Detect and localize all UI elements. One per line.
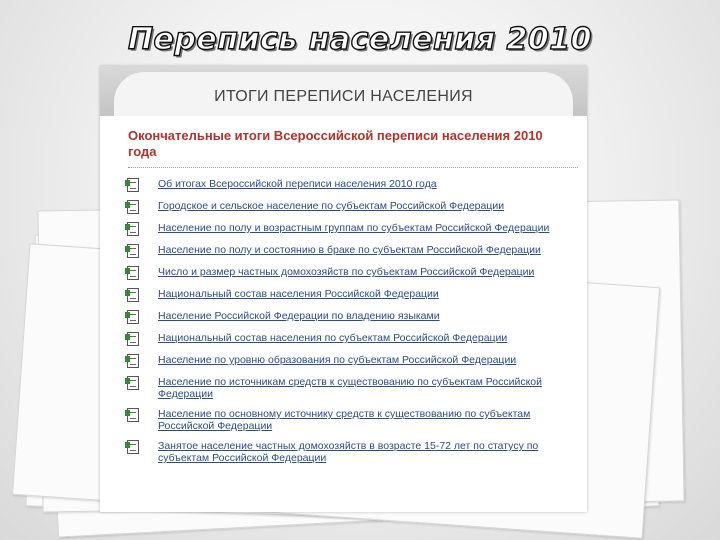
list-item[interactable]	[126, 354, 576, 367]
document-icon	[126, 266, 140, 279]
document-icon	[126, 376, 140, 389]
slide-title: Перепись населения 2010	[127, 22, 593, 57]
result-link[interactable]: Об итогах Всероссийской переписи населения 2010 года	[158, 178, 437, 190]
list-item[interactable]	[126, 200, 576, 213]
list-item[interactable]	[126, 178, 576, 191]
result-link[interactable]: Население по полу и состоянию в браке по субъектам Российской Федерации	[158, 244, 541, 256]
list-item[interactable]	[126, 222, 576, 235]
result-link[interactable]: Занятое население частных домохозяйств в возрасте 15-72 лет по статусу по субъектам Российской Федерации	[158, 440, 539, 464]
document-icon	[126, 408, 140, 421]
list-item[interactable]	[126, 266, 576, 279]
document-icon	[126, 288, 140, 301]
list-item[interactable]	[126, 440, 576, 464]
result-link[interactable]: Население по уровню образования по субъектам Российской Федерации	[158, 354, 517, 366]
census-results-page	[100, 66, 587, 512]
document-icon	[126, 222, 140, 235]
list-item[interactable]	[126, 288, 576, 301]
banner-title: ИТОГИ ПЕРЕПИСИ НАСЕЛЕНИЯ	[214, 88, 473, 105]
result-link[interactable]: Национальный состав населения по субъектам Российской Федерации	[158, 332, 508, 344]
document-icon	[126, 178, 140, 191]
result-link[interactable]: Население Российской Федерации по владению языками	[158, 310, 440, 322]
page-heading: Окончательные итоги Всероссийской переписи населения 2010 года	[128, 128, 543, 159]
result-link[interactable]: Население по основному источнику средств к существованию по субъектам Российской Федерации	[158, 408, 531, 432]
list-item[interactable]	[126, 310, 576, 323]
divider	[128, 167, 578, 168]
result-link[interactable]: Население по полу и возрастным группам по субъектам Российской Федерации	[158, 222, 550, 234]
list-item[interactable]	[126, 376, 576, 400]
document-icon	[126, 310, 140, 323]
result-link[interactable]: Городское и сельское население по субъектам Российской Федерации	[158, 200, 505, 212]
results-link-list	[126, 178, 576, 472]
result-link[interactable]: Национальный состав населения Российской Федерации	[158, 288, 439, 300]
list-item[interactable]	[126, 408, 576, 432]
list-item[interactable]	[126, 332, 576, 345]
result-link[interactable]: Население по источникам средств к существованию по субъектам Российской Федерации	[158, 376, 542, 400]
document-icon	[126, 354, 140, 367]
document-icon	[126, 244, 140, 257]
document-icon	[126, 332, 140, 345]
list-item[interactable]	[126, 244, 576, 257]
document-icon	[126, 440, 140, 453]
result-link[interactable]: Число и размер частных домохозяйств по субъектам Российской Федерации	[158, 266, 535, 278]
document-icon	[126, 200, 140, 213]
page-banner	[100, 66, 587, 116]
